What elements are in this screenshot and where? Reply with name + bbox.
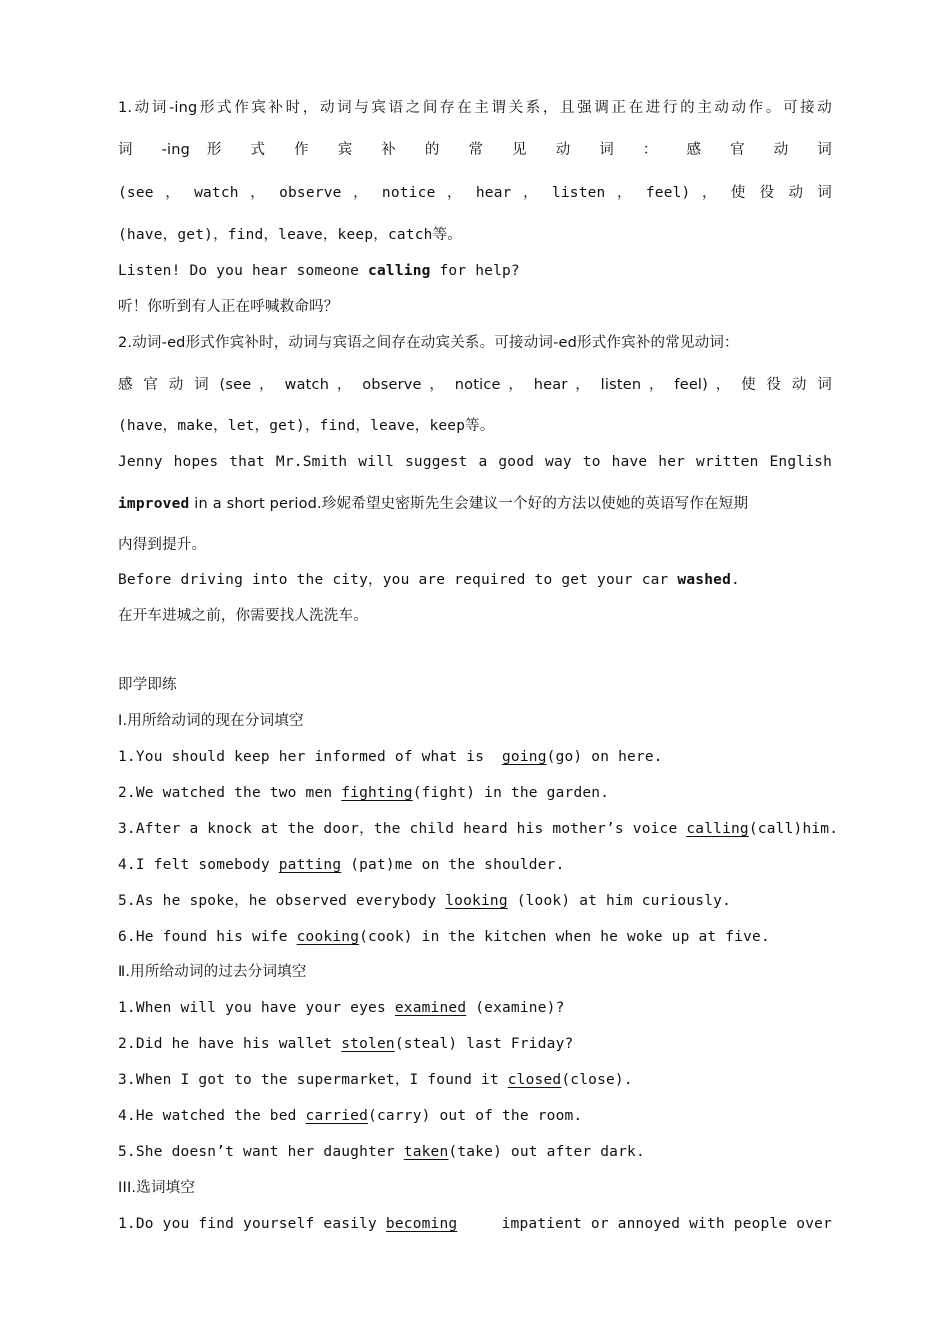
paragraph-1-line-1: 1.动词-ing形式作宾补时，动词与宾语之间存在主谓关系，且强调正在进行的主动动作。可接动 <box>118 100 832 116</box>
part-1-title: Ⅰ.用所给动词的现在分词填空 <box>118 713 304 729</box>
example-3-translation: 在开车进城之前，你需要找人洗洗车。 <box>118 608 368 624</box>
part-1-item <box>118 781 609 805</box>
example-1 <box>118 259 520 283</box>
part-2-item <box>118 1068 633 1092</box>
item-text: 2.We watched the two men <box>118 785 342 801</box>
item-text: 2.Did he have his wallet <box>118 1036 342 1052</box>
example-1-post: for help? <box>430 263 520 279</box>
item-pre: 1.Do you find yourself easily <box>118 1216 386 1232</box>
item-text: 4.I felt somebody <box>118 857 279 873</box>
paragraph-2-line-3: (have，make，let，get)，find，leave，keep等。 <box>118 418 495 434</box>
answer-blank: fighting <box>341 785 413 801</box>
item-text: 1.You should keep her informed of what is <box>118 749 502 765</box>
answer-blank: carried <box>305 1108 369 1124</box>
answer-blank: cooking <box>296 929 360 945</box>
example-2-line-2 <box>118 492 748 516</box>
answer-blank: examined <box>394 1000 467 1016</box>
part-1-item <box>118 925 770 949</box>
item-text: (go) on here. <box>546 749 663 765</box>
item-text: 1.When will you have your eyes <box>118 1000 395 1016</box>
item-text: impatient or annoyed with people over <box>483 1216 832 1232</box>
example-1-translation: 听！你听到有人正在呼喊救命吗？ <box>118 299 339 315</box>
item-text: (carry) out of the room. <box>368 1108 583 1124</box>
item-text: 4.He watched the bed <box>118 1108 306 1124</box>
answer-blank: going <box>501 749 547 765</box>
part-2-item <box>118 1140 645 1164</box>
item-text: 5.As he spoke，he observed everybody <box>118 893 446 909</box>
item-text: (pat)me on the shoulder. <box>341 857 565 873</box>
item-text: (close). <box>561 1072 633 1088</box>
item-text: (cook) in the kitchen when he woke up at five. <box>359 929 770 945</box>
paragraph-1-line-2: 词 -ing 形 式 作 宾 补 的 常 见 动 词 ： 感 官 动 词 <box>118 142 832 158</box>
part-2-item <box>118 1032 573 1056</box>
paragraph-2-line-1: 2.动词-ed形式作宾补时，动词与宾语之间存在动宾关系。可接动词-ed形式作宾补的常见动词： <box>118 335 739 351</box>
paragraph-2-line-2: 感 官 动 词 (see ， watch ， observe ， notice ， hear ， listen ， feel) ， 使 役 动 词 <box>118 377 832 393</box>
example-1-pre: Listen! Do you hear someone <box>118 263 369 279</box>
answer-blank: closed <box>507 1072 562 1088</box>
answer-blank: taken <box>403 1144 449 1160</box>
example-3-pre: Before driving into the city，you are required to get your car <box>118 572 678 588</box>
item-text: (examine)? <box>466 1000 565 1016</box>
example-3-post: . <box>731 572 740 588</box>
item-text: (steal) last Friday? <box>394 1036 574 1052</box>
paragraph-1-line-4: (have，get)，find，leave，keep，catch等。 <box>118 227 463 243</box>
answer-blank: stolen <box>341 1036 395 1052</box>
example-3 <box>118 568 740 592</box>
item-text: (call)him. <box>748 821 839 837</box>
item-text: (fight) in the garden. <box>412 785 610 801</box>
example-2-line-3: 内得到提升。 <box>118 537 207 553</box>
part-3-item <box>118 1212 832 1236</box>
part-1-item <box>118 817 838 841</box>
part-3-title: III.选词填空 <box>118 1180 196 1196</box>
part-2-title: Ⅱ.用所给动词的过去分词填空 <box>118 964 307 980</box>
part-1-item <box>118 889 731 913</box>
part-2-item <box>118 1104 582 1128</box>
part-1-item <box>118 745 663 769</box>
paragraph-1-line-3: (see ， watch ， observe ， notice ， hear ， listen ， feel) ， 使 役 动 词 <box>118 185 832 201</box>
example-2-line-2-post: in a short period.珍妮希望史密斯先生会建议一个好的方法以使她的英语写作在短期 <box>189 496 749 512</box>
item-text: 3.After a knock at the door，the child heard his mother’s voice <box>118 821 687 837</box>
item-text: (take) out after dark. <box>448 1144 645 1160</box>
answer-blank: becoming <box>385 1216 458 1232</box>
item-text: 5.She doesn’t want her daughter <box>118 1144 404 1160</box>
part-1-item <box>118 853 565 877</box>
part-2-item <box>118 996 565 1020</box>
answer-blank: calling <box>686 821 749 837</box>
item-text: 6.He found his wife <box>118 929 297 945</box>
example-1-bold: calling <box>368 263 431 279</box>
item-text: 3.When I got to the supermarket，I found it <box>118 1072 508 1088</box>
example-2-bold: improved <box>118 496 190 512</box>
answer-blank: patting <box>278 857 342 873</box>
example-2-line-1: Jenny hopes that Mr.Smith will suggest a good way to have her written English <box>118 454 832 470</box>
answer-blank: looking <box>445 893 508 909</box>
example-3-bold: washed <box>677 572 732 588</box>
practice-heading: 即学即练 <box>118 677 177 693</box>
item-text <box>118 1212 457 1236</box>
item-text: (look) at him curiously. <box>507 893 732 909</box>
